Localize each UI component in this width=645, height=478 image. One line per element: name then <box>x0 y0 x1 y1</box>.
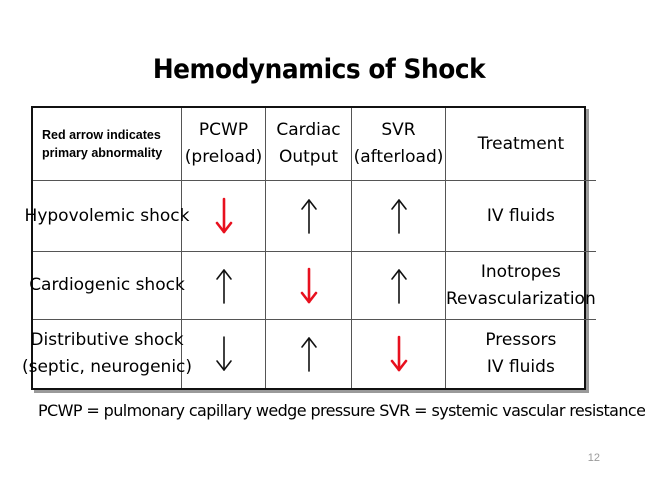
row-label-cell <box>21 320 193 388</box>
header-pcwp <box>182 108 266 181</box>
header-treatment-line-1: Treatment <box>477 133 565 154</box>
arrow-cell <box>352 252 446 320</box>
row-label-line: (septic, neurogenic) <box>21 357 193 377</box>
treatment-cell <box>446 320 596 388</box>
down-arrow-icon <box>389 335 409 373</box>
up-arrow-icon <box>389 197 409 235</box>
arrow-cell <box>352 181 446 252</box>
corner-line-1: Red arrow indicates <box>42 128 161 142</box>
header-svr <box>352 108 446 181</box>
arrow-cell <box>266 252 352 320</box>
header-co-line-2: Output <box>278 147 339 167</box>
down-arrow-icon <box>299 267 319 305</box>
row-label-cell <box>24 181 190 252</box>
treatment-line: IV fluids <box>486 205 555 226</box>
arrow-cell <box>266 320 352 388</box>
up-arrow-icon <box>299 335 319 373</box>
arrow-cell <box>182 181 266 252</box>
header-pcwp-line-2: (preload) <box>184 147 263 167</box>
down-arrow-icon <box>214 335 234 373</box>
corner-line-2: primary abnormality <box>42 146 163 160</box>
treatment-line: IV fluids <box>486 357 555 377</box>
page-number: 12 <box>587 452 600 464</box>
header-svr-line-1: SVR <box>381 120 416 140</box>
row-label-line: Distributive shock <box>30 330 184 350</box>
arrow-cell <box>182 252 266 320</box>
up-arrow-icon <box>299 197 319 235</box>
treatment-line: Inotropes <box>480 261 561 282</box>
down-arrow-icon <box>214 197 234 235</box>
header-co-line-1: Cardiac <box>276 120 341 140</box>
header-cardiac-output <box>266 108 352 181</box>
treatment-line: Revascularization <box>446 288 596 309</box>
row-label-cell <box>29 252 185 320</box>
treatment-line: Pressors <box>485 330 557 350</box>
arrow-cell <box>352 320 446 388</box>
abbreviation-footnote: PCWP = pulmonary capillary wedge pressure SVR = systemic vascular resistance <box>38 401 645 420</box>
up-arrow-icon <box>389 267 409 305</box>
arrow-cell <box>182 320 266 388</box>
treatment-cell <box>446 181 596 252</box>
header-svr-line-2: (afterload) <box>353 147 444 167</box>
slide-title: Hemodynamics of Shock <box>152 54 486 85</box>
header-treatment <box>446 108 596 181</box>
arrow-cell <box>266 181 352 252</box>
up-arrow-icon <box>214 267 234 305</box>
row-label-line: Cardiogenic shock <box>29 275 185 295</box>
row-label-line: Hypovolemic shock <box>24 205 190 226</box>
treatment-cell <box>446 252 596 320</box>
header-pcwp-line-1: PCWP <box>198 120 249 140</box>
hemodynamics-table <box>21 106 596 390</box>
table-corner-note <box>33 108 182 181</box>
